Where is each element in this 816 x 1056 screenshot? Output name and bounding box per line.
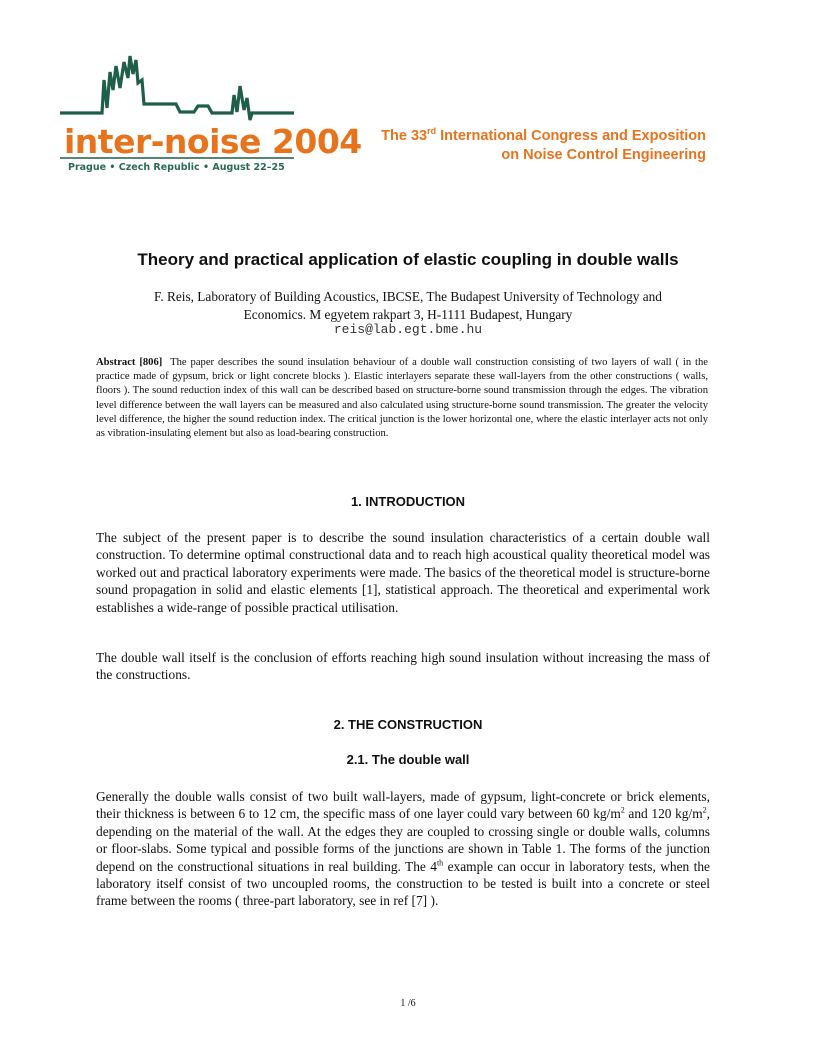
intro-paragraph-1: The subject of the present paper is to describe the sound insulation characteristics of a certain double wall construction. To determine optimal constructional data and to reach high acoustical quality theoretical model was worked out and practical laboratory experiments were made. The basics of the theoretical model is structure-borne sound propagation in solid and elastic elements [1], statistical approach. The theoretical and experimental work establishes a wide-range of possible practical utilisation. [96, 530, 710, 615]
intro-paragraph-2: The double wall itself is the conclusion of efforts reaching high sound insulation without increasing the mass of the constructions. [96, 650, 710, 683]
abstract-label: Abstract [806] [96, 357, 163, 368]
author-email: reis@lab.egt.bme.hu [333, 322, 483, 337]
author-affiliation [90, 288, 726, 324]
conference-logo [58, 50, 362, 180]
logo-wordmark: inter-noise 2004 [64, 122, 362, 161]
double-wall-paragraph: Generally the double walls consist of two built wall-layers, made of gypsum, light-concrete or brick elements, their thickness is between 6 to 12 cm, the specific mass of one layer could vary between 60 $kg/m^2$ and 120 $kg/m^2$, depending on the material of the wall. At the edges they are coupled to crossing single or double walls, columns or floor-slabs. Some typical and possible forms of the junctions are shown in Table 1. The forms of the junction depend on the constructional situations in real building. The 4th example can occur in laboratory tests, when the laboratory itself consist of two uncoupled rooms, the construction to be tested is built into a concrete or steel frame between the rooms ( three-part laboratory, see in ref [7] ). [96, 789, 710, 909]
section-heading-construction: 2. THE CONSTRUCTION [333, 717, 483, 732]
paper-title: Theory and practical application of elastic coupling in double walls [137, 250, 679, 269]
conference-title [381, 122, 706, 165]
conference-title-line1: The 33rd International Congress and Exposition [381, 126, 706, 144]
subsection-heading-double-wall: 2.1. The double wall [346, 752, 470, 767]
abstract-text: The paper describes the sound insulation behaviour of a double wall construction consisting of two layers of wall ( in the practice made of gypsum, brick or light concrete blocks ). Elastic interlayers separate these wall-layers from the other constructions ( walls, floors ). The sound reduction index of this wall can be described based on structure-borne sound transmission through the edges. The vibration level difference between the wall layers can be measured and also calculated using structure-borne sound transmission. The greater the velocity level difference, the higher the sound reduction index. The critical junction is the lower horizontal one, where the elastic interlayer acts not only as vibration-insulating element but also as load-bearing construction. [96, 357, 709, 440]
page-number: 1 /6 [400, 998, 416, 1009]
logo-tagline: Prague • Czech Republic • August 22–25 [68, 162, 285, 173]
abstract [96, 356, 708, 441]
author-line-2: Economics. M egyetem rakpart 3, H-1111 Budapest, Hungary [243, 307, 573, 322]
conference-title-line2: on Noise Control Engineering [501, 146, 706, 163]
section-heading-introduction: 1. INTRODUCTION [350, 494, 466, 509]
author-line-1: F. Reis, Laboratory of Building Acoustics, IBCSE, The Budapest University of Technology and [154, 289, 662, 304]
